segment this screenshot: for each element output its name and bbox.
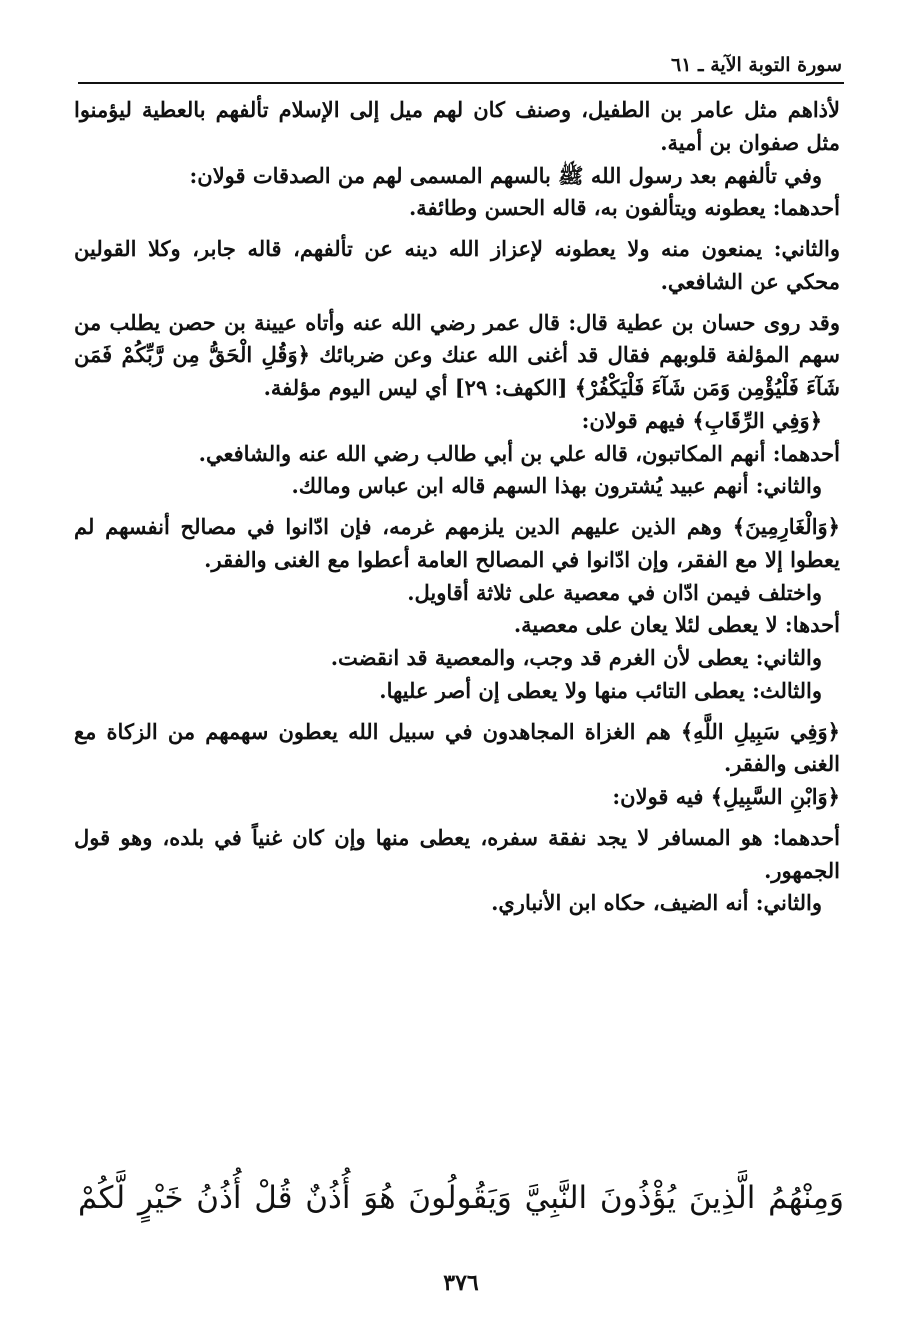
paragraph-muallafa-types: لأذاهم مثل عامر بن الطفيل، وصنف كان لهم ميل إلى الإسلام تألفهم بالعطية ليؤمنوا مثل صفوان بن أمية. <box>74 97 840 155</box>
paragraph-riqab-second: والثاني: أنهم عبيد يُشترون بهذا السهم قاله ابن عباس ومالك. <box>291 473 822 499</box>
paragraph-sin-debt-intro: واختلف فيمن ادّان في معصية على ثلاثة أقاويل. <box>407 579 822 605</box>
paragraph-sin-debt-second: والثاني: يعطى لأن الغرم قد وجب، والمعصية قد انقضت. <box>330 645 822 670</box>
header-title: سورة التوبة الآية ـ ٦١ <box>671 54 842 76</box>
body-text <box>74 94 840 920</box>
paragraph-ibn-sabil-heading: ﴿وَابْنِ السَّبِيلِ﴾ فيه قولان: <box>612 784 840 809</box>
paragraph-gharimin: ﴿وَالْغَارِمِينَ﴾ وهم الذين عليهم الدين يلزمهم غرمه، فإن ادّانوا في مصالح أنفسهم لم يعطوا إلا مع الفقر، وإن ادّانوا في المصالح العامة أعطوا مع الغنى والفقر. <box>74 514 840 572</box>
paragraph-sin-debt-first: أحدها: لا يعطى لئلا يعان على معصية. <box>513 612 840 638</box>
paragraph-fi-sabilillah: ﴿وَفِي سَبِيلِ اللَّهِ﴾ هم الغزاة المجاهدون في سبيل الله يعطون سهمهم من الزكاة مع الغنى والفقر. <box>74 718 840 777</box>
quran-verse-line: وَمِنْهُمُ الَّذِينَ يُؤْذُونَ النَّبِيَّ وَيَقُولُونَ هُوَ أُذُنٌ قُلْ أُذُنُ خَيْرٍ لَّكُمْ <box>78 1180 844 1216</box>
page-number: ٣٧٦ <box>443 1270 479 1296</box>
paragraph-first-opinion: أحدهما: يعطونه ويتألفون به، قاله الحسن وطائفة. <box>408 195 840 221</box>
paragraph-riqab-first: أحدهما: أنهم المكاتبون، قاله علي بن أبي طالب رضي الله عنه والشافعي. <box>198 440 840 466</box>
paragraph-ibn-sabil-second: والثاني: أنه الضيف، حكاه ابن الأنباري. <box>491 890 822 916</box>
paragraph-riqab-heading: ﴿وَفِي الرِّقَابِ﴾ فيهم قولان: <box>581 407 822 433</box>
running-header <box>78 38 844 84</box>
paragraph-second-opinion: والثاني: يمنعون منه ولا يعطونه لإعزاز الله دينه عن تألفهم، قاله جابر، وكلا القولين محكي عن الشافعي. <box>74 236 841 294</box>
paragraph-ibn-sabil-first: أحدهما: هو المسافر لا يجد نفقة سفره، يعطى منها وإن كان غنياً في بلده، وهو قول الجمهور. <box>74 824 840 883</box>
paragraph-umar-narration: وقد روى حسان بن عطية قال: قال عمر رضي الله عنه وأتاه عيينة بن حصن يطلب من سهم المؤلفة قلوبهم فقال قد أغنى الله عنك وعن ضربائك ﴿وَقُلِ الْحَقُّ مِن رَّبِّكُمْ فَمَن شَآءَ فَلْيُؤْمِن وَمَن شَآءَ فَلْيَكْفُرْ﴾ [الكهف: ٢٩] أي ليس اليوم مؤلفة. <box>74 309 840 400</box>
paragraph-after-prophet-intro: وفي تألفهم بعد رسول الله ﷺ بالسهم المسمى لهم من الصدقات قولان: <box>189 162 822 188</box>
paragraph-sin-debt-third: والثالث: يعطى التائب منها ولا يعطى إن أصر عليها. <box>379 677 822 703</box>
